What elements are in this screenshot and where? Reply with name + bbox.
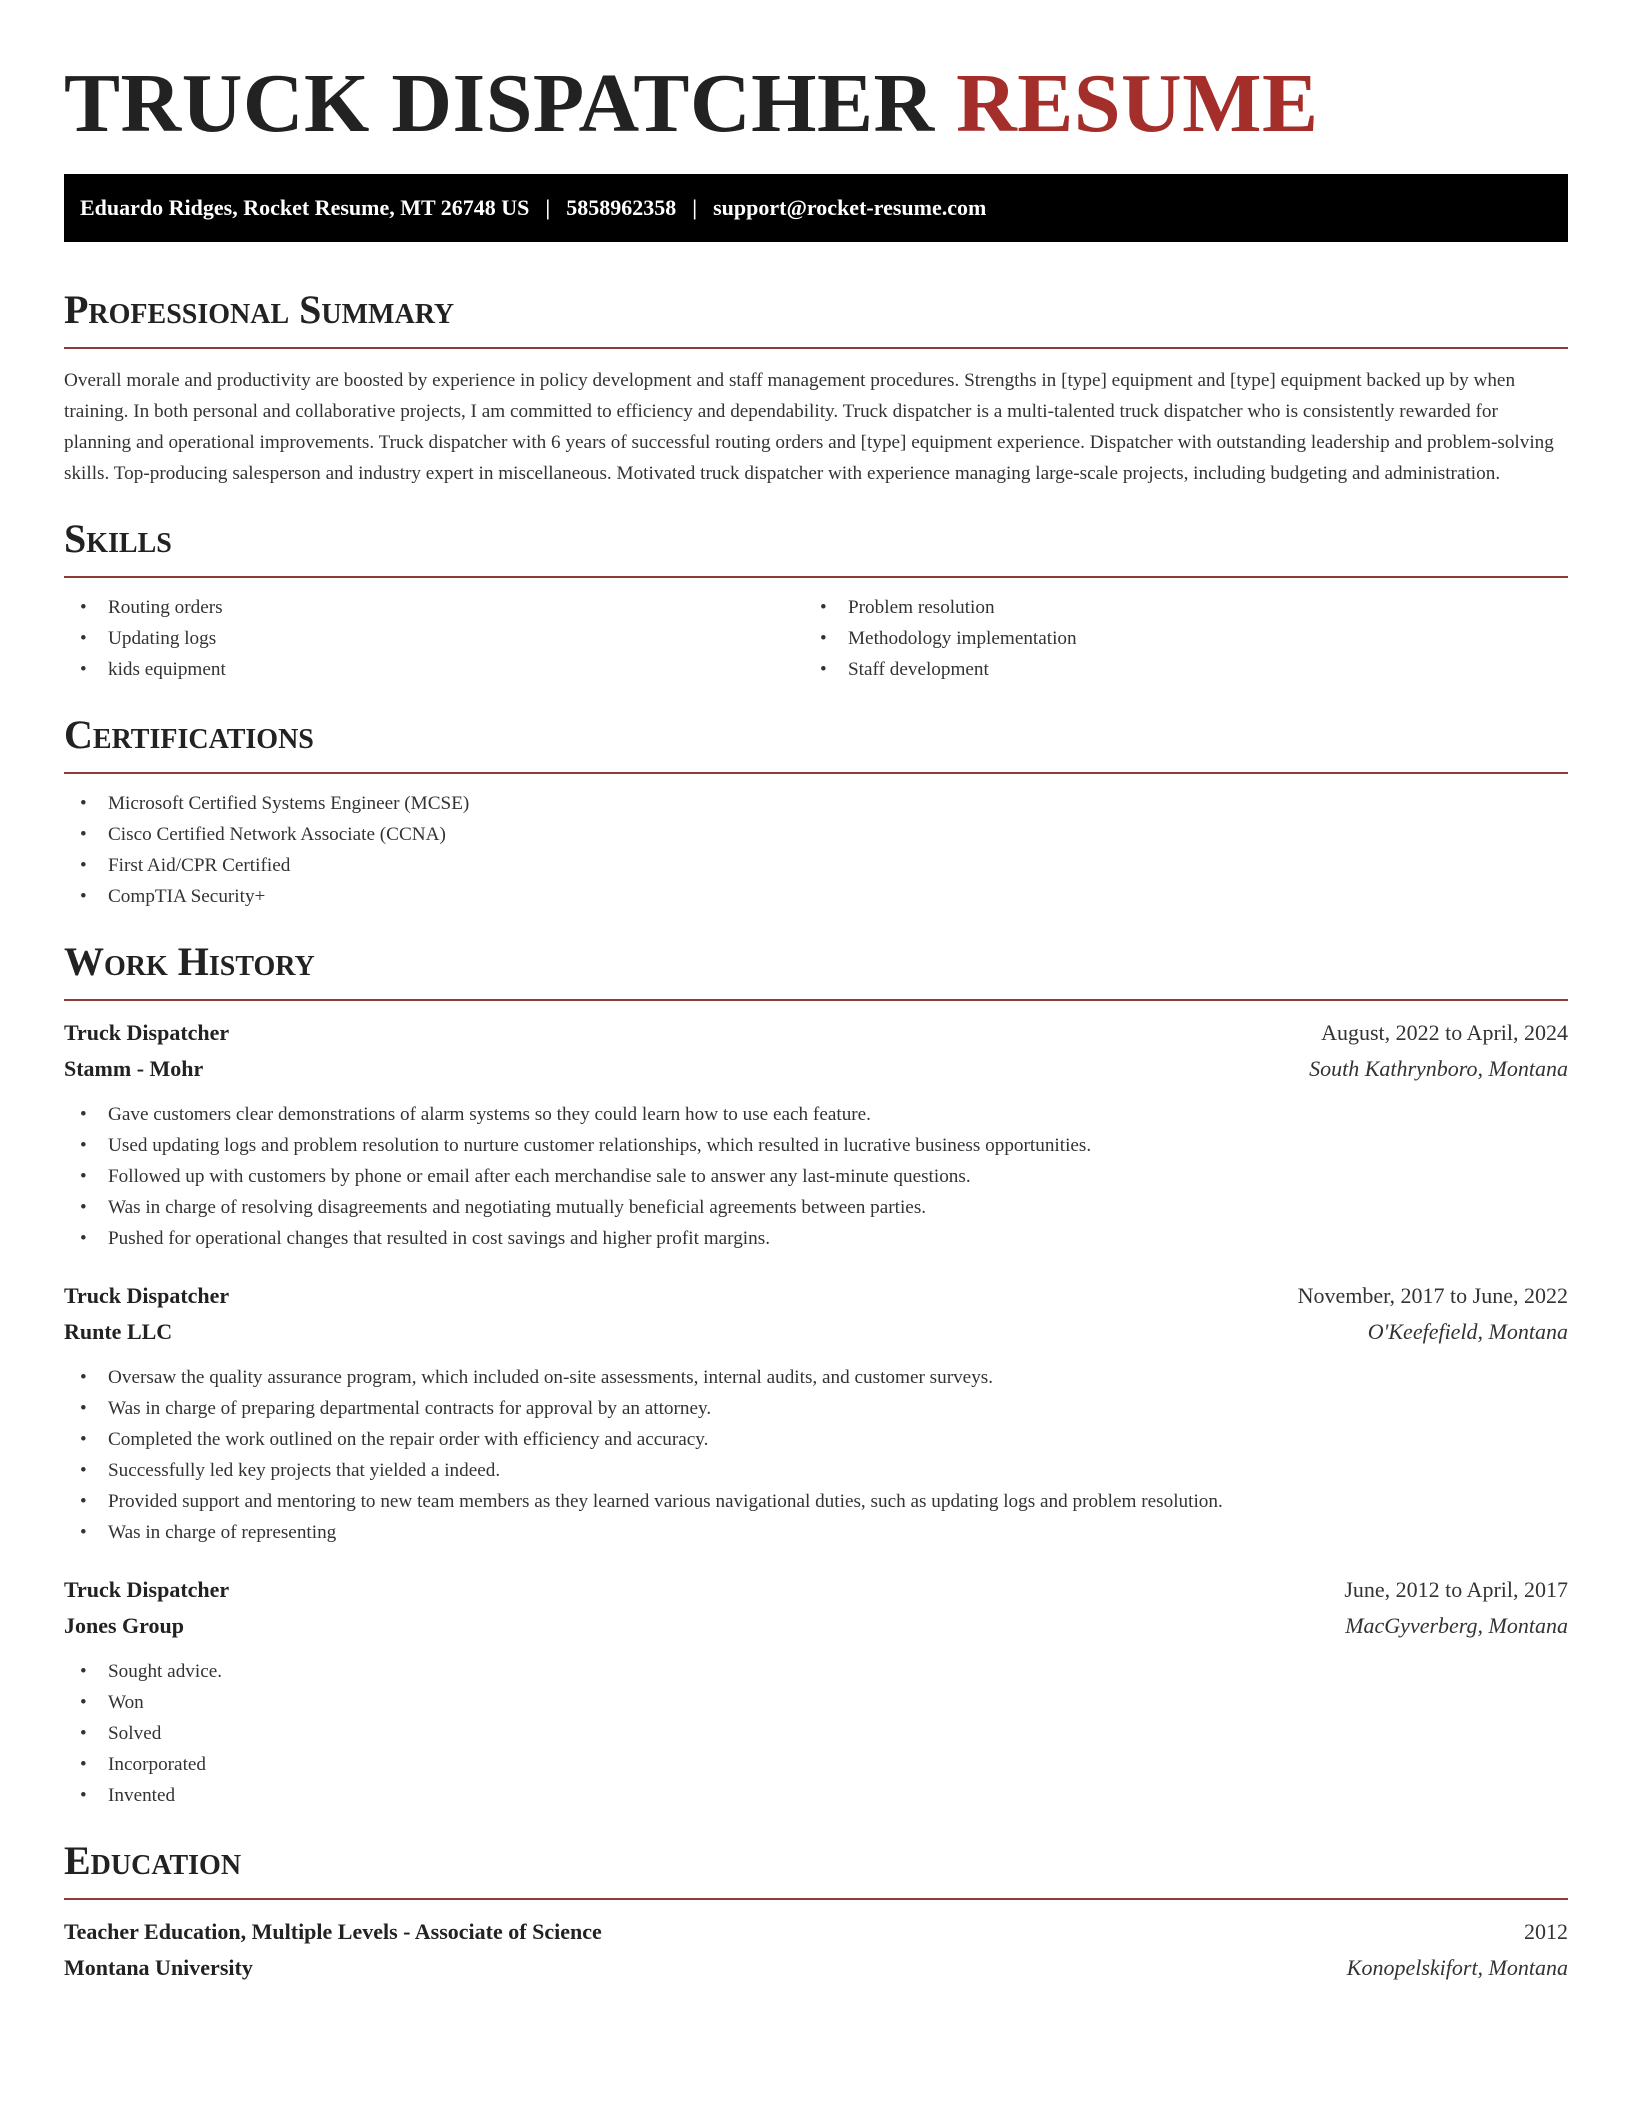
skill-item: • Routing orders (64, 592, 804, 623)
title-accent: RESUME (956, 57, 1319, 150)
contact-separator: | (692, 195, 698, 220)
summary-text: Overall morale and productivity are boosted by experience in policy development and staff management procedures. Strengths in [type] equipment and [type] equipment backed up by when training. In both personal and collaborative projects, I am committed to efficiency and dependability. Truck dispatcher is a multi-talented truck dispatcher who is consistently rewarded for planning and operational improvements. Truck dispatcher with 6 years of successful routing orders and [type] equipment experience. Dispatcher with outstanding leadership and problem-solving skills. Top-producing salesperson and industry expert in miscellaneous. Motivated truck dispatcher with experience managing large-scale projects, including budgeting and administration. (64, 370, 1554, 484)
job-duty: • Was in charge of representing (64, 1517, 1568, 1548)
title-main: TRUCK DISPATCHER (64, 57, 935, 150)
section-heading-work-history: Work History (64, 939, 315, 984)
job-dates: June, 2012 to April, 2017 (1344, 1577, 1568, 1602)
job-duty: • Oversaw the quality assurance program, which included on-site assessments, internal audits, and customer surveys. (64, 1362, 1568, 1393)
job-subheader-row (64, 1051, 1568, 1087)
section-divider (64, 1898, 1568, 1900)
education-location: Konopelskifort, Montana (1346, 1955, 1568, 1980)
section-divider (64, 999, 1568, 1001)
job-duty: • Followed up with customers by phone or email after each merchandise sale to answer any last-minute questions. (64, 1161, 1568, 1192)
contact-separator: | (545, 195, 551, 220)
resume-page (64, 0, 1568, 1986)
certifications-section (64, 711, 1568, 912)
job-company: Stamm - Mohr (64, 1056, 204, 1081)
job-subheader-row (64, 1314, 1568, 1350)
job-header-row (64, 1015, 1568, 1051)
job-duty: • Sought advice. (64, 1656, 1568, 1687)
education-header-row (64, 1914, 1568, 1950)
job-entry (64, 1278, 1568, 1548)
job-header-row (64, 1278, 1568, 1314)
education-degree: Teacher Education, Multiple Levels - Associate of Science (64, 1919, 602, 1944)
certification-item: • Cisco Certified Network Associate (CCNA) (64, 819, 1568, 850)
skill-item: • Staff development (804, 654, 1544, 685)
certification-item: • CompTIA Security+ (64, 881, 1568, 912)
job-dates: November, 2017 to June, 2022 (1297, 1283, 1568, 1308)
skill-item: • Updating logs (64, 623, 804, 654)
contact-phone: 5858962358 (566, 195, 677, 220)
job-duty: • Solved (64, 1718, 1568, 1749)
skills-grid (64, 592, 1568, 685)
education-year: 2012 (1524, 1919, 1568, 1944)
certification-item: • First Aid/CPR Certified (64, 850, 1568, 881)
skills-list-left (64, 592, 804, 685)
job-duty: • Successfully led key projects that yielded a indeed. (64, 1455, 1568, 1486)
contact-email: support@rocket-resume.com (713, 195, 987, 220)
certifications-list (64, 788, 1568, 912)
education-entry (64, 1914, 1568, 1986)
job-duty: • Provided support and mentoring to new team members as they learned various navigational duties, such as updating logs and problem resolution. (64, 1486, 1568, 1517)
job-company: Jones Group (64, 1613, 185, 1638)
education-subheader-row (64, 1950, 1568, 1986)
job-subheader-row (64, 1608, 1568, 1644)
job-duty: • Was in charge of preparing departmental contracts for approval by an attorney. (64, 1393, 1568, 1424)
skills-section (64, 515, 1568, 685)
skill-item: • kids equipment (64, 654, 804, 685)
summary-section (64, 286, 1568, 489)
skills-list-right (804, 592, 1544, 685)
section-heading-certifications: Certifications (64, 712, 314, 757)
skill-item: • Methodology implementation (804, 623, 1544, 654)
job-entry (64, 1572, 1568, 1811)
section-heading-education: Education (64, 1838, 242, 1883)
job-location: South Kathrynboro, Montana (1309, 1056, 1568, 1081)
job-duty: • Gave customers clear demonstrations of alarm systems so they could learn how to use each feature. (64, 1099, 1568, 1130)
job-dates: August, 2022 to April, 2024 (1321, 1020, 1568, 1045)
job-duty: • Incorporated (64, 1749, 1568, 1780)
job-duty: • Pushed for operational changes that resulted in cost savings and higher profit margins. (64, 1223, 1568, 1254)
job-header-row (64, 1572, 1568, 1608)
education-school: Montana University (64, 1955, 253, 1980)
job-duties-list (64, 1656, 1568, 1811)
certification-item: • Microsoft Certified Systems Engineer (MCSE) (64, 788, 1568, 819)
job-title: Truck Dispatcher (64, 1020, 230, 1045)
job-duty: • Was in charge of resolving disagreements and negotiating mutually beneficial agreements between parties. (64, 1192, 1568, 1223)
job-location: O'Keefefield, Montana (1367, 1319, 1568, 1344)
section-heading-summary: Professional Summary (64, 287, 455, 332)
section-divider (64, 772, 1568, 774)
job-duty: • Won (64, 1687, 1568, 1718)
job-duties-list (64, 1362, 1568, 1548)
section-divider (64, 576, 1568, 578)
contact-bar (64, 174, 1568, 242)
job-duty: • Used updating logs and problem resolution to nurture customer relationships, which resulted in lucrative business opportunities. (64, 1130, 1568, 1161)
job-company: Runte LLC (64, 1319, 173, 1344)
job-entry (64, 1015, 1568, 1254)
job-title: Truck Dispatcher (64, 1283, 230, 1308)
contact-address: Eduardo Ridges, Rocket Resume, MT 26748 US (80, 195, 530, 220)
job-duty: • Invented (64, 1780, 1568, 1811)
education-section (64, 1837, 1568, 1986)
job-duty: • Completed the work outlined on the repair order with efficiency and accuracy. (64, 1424, 1568, 1455)
resume-title (64, 58, 1568, 150)
skill-item: • Problem resolution (804, 592, 1544, 623)
work-history-section (64, 938, 1568, 1811)
job-location: MacGyverberg, Montana (1345, 1613, 1568, 1638)
job-title: Truck Dispatcher (64, 1577, 230, 1602)
section-divider (64, 347, 1568, 349)
job-duties-list (64, 1099, 1568, 1254)
section-heading-skills: Skills (64, 516, 172, 561)
